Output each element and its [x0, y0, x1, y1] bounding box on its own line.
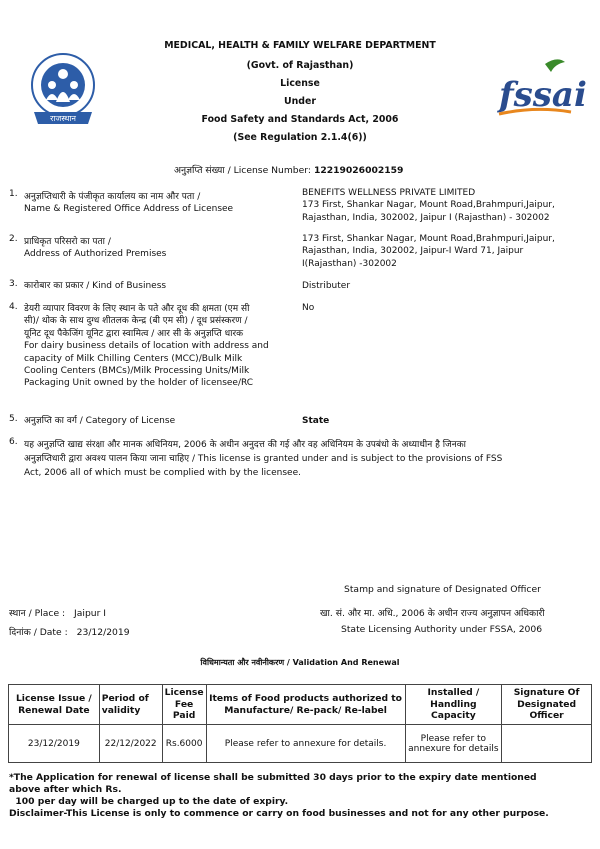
authority-english: State Licensing Authority under FSSA, 2006 [341, 624, 543, 635]
col-header-issue-date: License Issue / Renewal Date [9, 685, 100, 725]
item-4-label [24, 303, 298, 390]
item-4-label-line: For dairy business details of location with address and [24, 341, 269, 352]
item-4-label-line: Packaging Unit owned by the holder of licensee/RC [24, 378, 254, 389]
item-6-text-line: यह अनुज्ञप्ति खाद्य संरक्षा और मानक अधिनियम, 2006 के अधीन अनुदत्त की गई और वह अधिनियम के उपबंधो के अध्याधीन है जिनका [24, 440, 466, 450]
col-header-capacity: Installed / Handling Capacity [405, 685, 502, 725]
date-value: 23/12/2019 [76, 627, 130, 638]
item-3-label: कारोबार का प्रकार / Kind of Business [24, 281, 167, 291]
item-5-number: 5. [9, 414, 18, 424]
item-4-label-line: सी)/ थोक के साथ दुग्ध शीतलक केन्द्र (बी एम सी) / दूध प्रसंस्करण / [24, 316, 248, 327]
item-1-label-hindi: अनुज्ञप्तिधारी के पंजीकृत कार्यालय का नाम और पता / [24, 192, 201, 202]
item-4-value: No [302, 303, 315, 313]
authority-hindi: खा. सं. और मा. अधि., 2006 के अधीन राज्य अनुज्ञापन अधिकारी [320, 608, 545, 619]
govt-title: (Govt. of Rajasthan) [246, 60, 354, 71]
date-row [9, 625, 130, 638]
under-title: Under [284, 96, 316, 107]
item-2-value [302, 233, 594, 270]
cell-signature [502, 725, 592, 763]
act-title: Food Safety and Standards Act, 2006 [201, 114, 399, 125]
validation-table [8, 684, 592, 763]
stamp-signature-label: Stamp and signature of Designated Officer [344, 584, 541, 595]
item-4-label-line: डेयरी व्यापार विवरण के लिए स्थान के पते और दूध की क्षमता (एम सी [24, 304, 250, 314]
item-2-label [24, 236, 294, 261]
item-2-label-english: Address of Authorized Premises [24, 249, 167, 260]
date-label: दिनांक / Date : [9, 627, 68, 638]
place-value: Jaipur I [74, 608, 107, 619]
item-2-label-hindi: प्राधिकृत परिसरो का पता / [24, 237, 111, 247]
premises-address-line: Rajasthan, India, 302002, Jaipur-I Ward 71, Jaipur [302, 246, 524, 257]
cell-items: Please refer to annexure for details. [206, 725, 405, 763]
item-3-number: 3. [9, 279, 18, 289]
item-1-number: 1. [9, 189, 18, 199]
rajasthan-health-emblem [28, 52, 98, 126]
table-row [9, 725, 592, 763]
col-header-items: Items of Food products authorized to Manufacture/ Re-pack/ Re-label [206, 685, 405, 725]
item-4-number: 4. [9, 302, 18, 312]
col-header-signature: Signature Of Designated Officer [502, 685, 592, 725]
footer-notes [9, 772, 595, 820]
cell-fee: Rs.6000 [162, 725, 206, 763]
license-number-label: अनुज्ञप्ति संख्या / License Number: [174, 165, 312, 176]
disclaimer: Disclaimer-This License is only to commence or carry on food businesses and not for any other purpose. [9, 808, 549, 819]
fssai-logo [495, 54, 587, 124]
licensee-name: BENEFITS WELLNESS PRIVATE LIMITED [302, 188, 476, 198]
col-header-validity: Period of validity [99, 685, 162, 725]
dept-title: MEDICAL, HEALTH & FAMILY WELFARE DEPARTMENT [164, 40, 436, 51]
cell-issue-date: 23/12/2019 [9, 725, 100, 763]
license-number-row [174, 163, 403, 176]
cell-validity: 22/12/2022 [99, 725, 162, 763]
item-1-value [302, 187, 594, 224]
license-number-value: 12219026002159 [313, 165, 404, 176]
item-6-text [24, 438, 596, 480]
licensee-address-line: Rajasthan, India, 302002, Jaipur I (Rajasthan) - 302002 [302, 212, 550, 223]
place-label: स्थान / Place : [9, 608, 66, 619]
regulation-title: (See Regulation 2.1.4(6)) [233, 132, 367, 143]
renewal-note-line: *The Application for renewal of license shall be submitted 30 days prior to the expiry date mentioned [9, 772, 537, 783]
cell-capacity: Please refer to annexure for details [405, 725, 502, 763]
place-row [9, 606, 106, 619]
item-6-text-line: Act, 2006 all of which must be complied with by the licensee. [24, 468, 301, 478]
item-4-label-line: यूनिट दूध पैकेजिंग यूनिट द्वारा स्वामित्व / आर सी के अनुज्ञप्ति धारक [24, 328, 244, 339]
item-6-text-line: अनुज्ञप्तिधारी द्वारा अवश्य पालन किया जाना चाहिए / This license is granted under and is subject to the provisions of FSS [24, 454, 503, 464]
licensee-address-line: 173 First, Shankar Nagar, Mount Road,Brahmpuri,Jaipur, [302, 200, 555, 211]
item-1-label [24, 191, 294, 216]
col-header-fee: License Fee Paid [162, 685, 206, 725]
item-2-number: 2. [9, 234, 18, 244]
item-5-label: अनुज्ञप्ति का वर्ग / Category of License [24, 416, 176, 426]
premises-address-line: I(Rajasthan) -302002 [302, 258, 397, 269]
item-5-value: State [302, 416, 330, 426]
premises-address-line: 173 First, Shankar Nagar, Mount Road,Brahmpuri,Jaipur, [302, 234, 555, 244]
renewal-note-line: 100 per day will be charged up to the date of expiry. [9, 796, 289, 807]
item-6-number: 6. [9, 437, 18, 447]
validation-heading: विधिमान्यता और नवीनीकरण / Validation And Renewal [200, 658, 400, 667]
item-4-label-line: Cooling Centers (BMCs)/Milk Processing Units/Milk [24, 366, 250, 377]
item-3-value: Distributer [302, 281, 351, 291]
item-4-label-line: capacity of Milk Chilling Centers (MCC)/Bulk Milk [24, 353, 243, 364]
svg-text:fssai: fssai [499, 75, 587, 115]
license-title: License [280, 78, 320, 89]
renewal-note-line: above after which Rs. [9, 784, 122, 795]
item-1-label-english: Name & Registered Office Address of Licensee [24, 204, 234, 215]
svg-text:राजस्थान: राजस्थान [50, 114, 76, 123]
table-header-row [9, 685, 592, 725]
